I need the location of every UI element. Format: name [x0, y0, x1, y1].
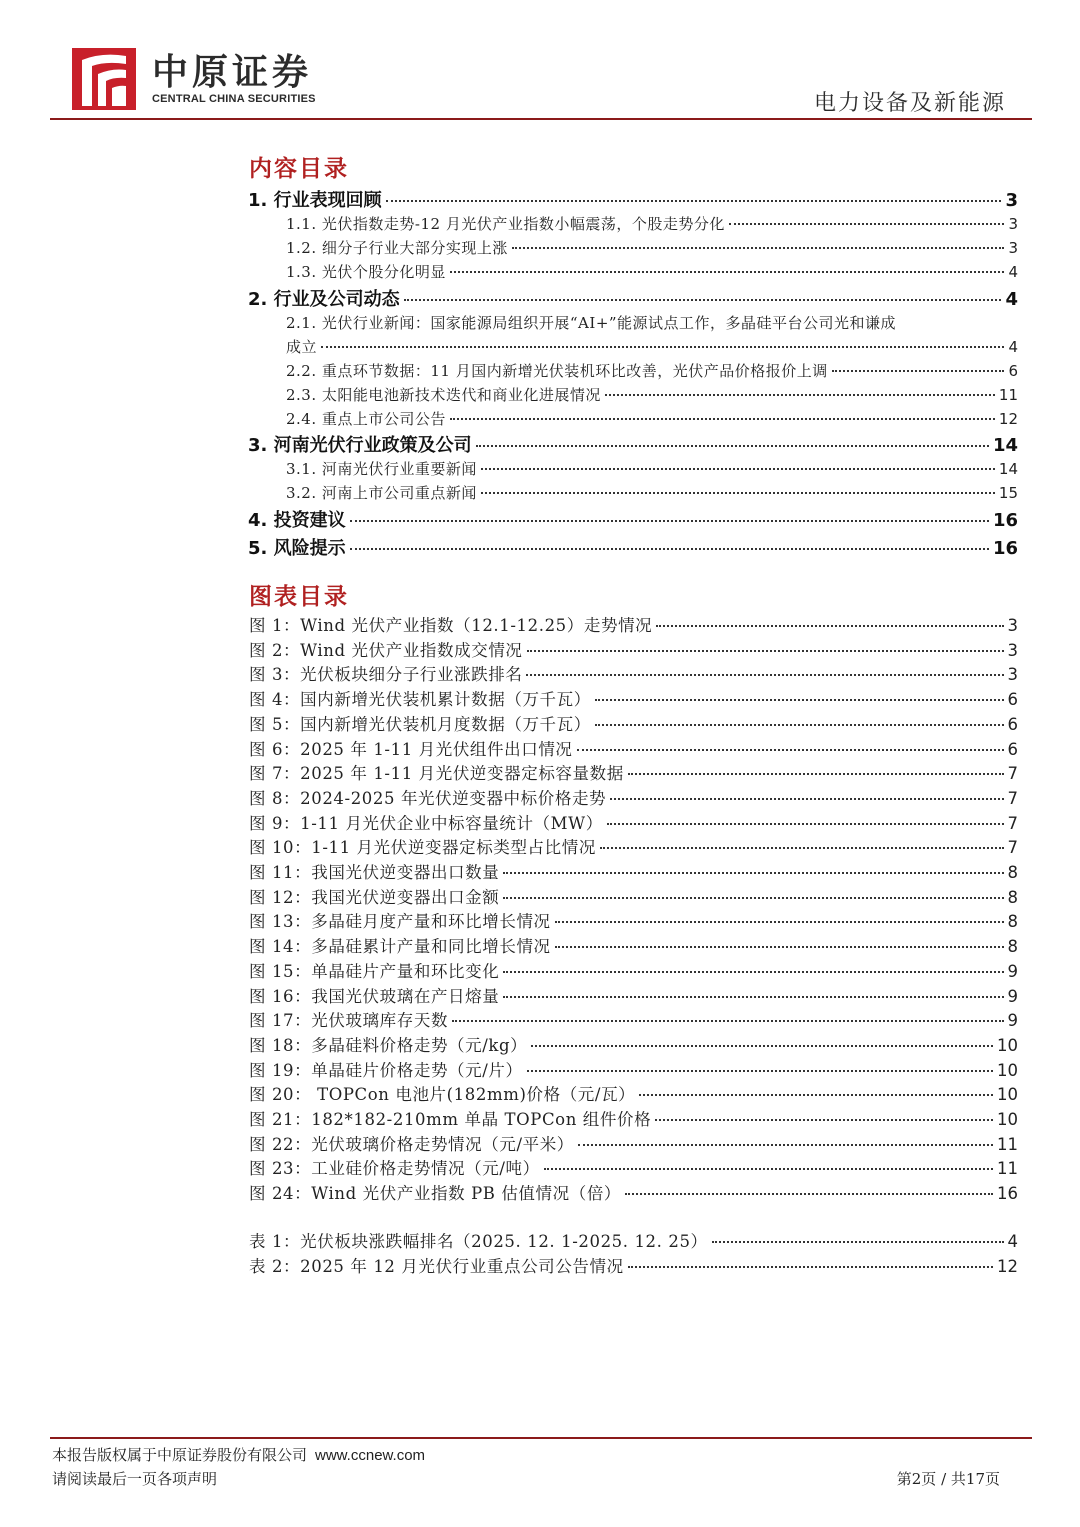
figure-entry[interactable] — [249, 834, 1018, 858]
figure-entry[interactable] — [249, 612, 1018, 636]
toc-entry[interactable] — [286, 384, 1018, 405]
figure-entry-page: 8 — [1007, 912, 1018, 932]
figure-entry[interactable] — [249, 810, 1018, 834]
figure-entry-title: 图 15：单晶硅片产量和环比变化 — [249, 961, 500, 981]
toc-entry-title: 2. 行业及公司动态 — [248, 289, 400, 310]
toc-entry-title: 5. 风险提示 — [248, 538, 346, 559]
toc-entry[interactable] — [286, 336, 1018, 357]
figure-entry[interactable] — [249, 637, 1018, 661]
figure-entry[interactable] — [249, 1180, 1018, 1204]
figure-entry-title: 图 12：我国光伏逆变器出口金额 — [249, 887, 500, 907]
dot-leader — [595, 699, 1004, 701]
toc-entry-page: 16 — [992, 510, 1018, 531]
toc-entry-title: 2.3. 太阳能电池新技术迭代和商业化进展情况 — [286, 386, 601, 404]
dot-leader — [450, 271, 1005, 273]
toc-entry[interactable] — [248, 506, 1018, 532]
toc-entry-page: 15 — [998, 484, 1018, 502]
figure-entry[interactable] — [249, 711, 1018, 735]
figure-entry-page: 7 — [1007, 813, 1018, 833]
figure-entry[interactable] — [249, 1057, 1018, 1081]
figure-entry[interactable] — [249, 785, 1018, 809]
toc-entry[interactable] — [248, 534, 1018, 560]
dot-leader — [503, 897, 1003, 899]
toc-entry-page: 11 — [998, 386, 1018, 404]
dot-leader — [577, 749, 1004, 751]
dot-leader — [544, 1168, 993, 1170]
dot-leader — [639, 1094, 993, 1096]
dot-leader — [450, 418, 995, 420]
page-header — [0, 0, 1080, 125]
figure-entry-title: 图 2：Wind 光伏产业指数成交情况 — [249, 640, 523, 660]
figure-entry-title: 图 20： TOPCon 电池片(182mm)价格（元/瓦） — [249, 1085, 636, 1105]
toc-entry-title: 3. 河南光伏行业政策及公司 — [248, 435, 472, 456]
dot-leader — [503, 971, 1003, 973]
figure-entry-page: 6 — [1007, 739, 1018, 759]
toc-entry-page: 4 — [1008, 338, 1018, 356]
toc-entry-title: 3.2. 河南上市公司重点新闻 — [286, 484, 477, 502]
company-logo-icon — [72, 48, 136, 110]
figure-entry[interactable] — [249, 983, 1018, 1007]
dot-leader — [832, 370, 1005, 372]
dot-leader — [628, 773, 1004, 775]
figure-entry-title: 图 3：光伏板块细分子行业涨跌排名 — [249, 665, 523, 685]
toc-entry-page: 16 — [992, 538, 1018, 559]
dot-leader — [404, 299, 1002, 301]
toc-entry[interactable] — [248, 285, 1018, 311]
figure-entry-title: 图 13：多晶硅月度产量和环比增长情况 — [249, 912, 551, 932]
toc-entry-page: 14 — [992, 435, 1018, 456]
figure-entry-title: 图 22：光伏玻璃价格走势情况（元/平米） — [249, 1134, 574, 1154]
figure-entry[interactable] — [249, 859, 1018, 883]
dot-leader — [625, 1193, 993, 1195]
toc-entry-page: 6 — [1008, 362, 1018, 380]
dot-leader — [526, 674, 1003, 676]
figure-entry[interactable] — [249, 1081, 1018, 1105]
figure-entry[interactable] — [249, 958, 1018, 982]
figure-entry[interactable] — [249, 1032, 1018, 1056]
table-entry[interactable] — [249, 1253, 1018, 1277]
table-entry-page: 12 — [997, 1257, 1018, 1276]
dot-leader — [712, 1241, 1004, 1243]
toc-entry-page: 3 — [1008, 239, 1018, 257]
toc-entry-title: 3.1. 河南光伏行业重要新闻 — [286, 460, 477, 478]
toc-heading: 内容目录 — [249, 155, 349, 182]
figure-entry-page: 10 — [997, 1110, 1018, 1129]
brand-name-en: CENTRAL CHINA SECURITIES — [152, 93, 316, 105]
dot-leader — [386, 200, 1002, 202]
figure-entry-page: 10 — [997, 1035, 1018, 1055]
website-link[interactable]: www.ccnew.com — [315, 1447, 426, 1464]
dot-leader — [350, 548, 989, 550]
figure-entry-page: 3 — [1007, 640, 1018, 660]
figure-entry-page: 10 — [997, 1085, 1018, 1105]
figure-entry-page: 6 — [1007, 714, 1018, 734]
table-entry[interactable] — [249, 1228, 1018, 1252]
dot-leader — [555, 946, 1004, 948]
figure-entry-page: 8 — [1007, 863, 1018, 882]
toc-entry-page: 14 — [998, 460, 1018, 478]
figure-entry-page: 3 — [1007, 665, 1018, 685]
figure-entry[interactable] — [249, 661, 1018, 685]
toc-entry[interactable] — [286, 458, 1018, 479]
toc-entry-title-continued: 成立 — [286, 338, 318, 356]
dot-leader — [527, 650, 1004, 652]
figure-entry-title: 图 24：Wind 光伏产业指数 PB 估值情况（倍） — [249, 1184, 622, 1204]
figure-entry-title: 图 14：多晶硅累计产量和同比增长情况 — [249, 937, 551, 957]
dot-leader — [605, 394, 995, 396]
figure-entry[interactable] — [249, 736, 1018, 760]
toc-entry-title: 2.2. 重点环节数据：11 月国内新增光伏装机环比改善，光伏产品价格报价上调 — [286, 362, 828, 380]
dot-leader — [595, 724, 1004, 726]
toc-entry[interactable] — [248, 431, 1018, 457]
dot-leader — [578, 1144, 993, 1146]
toc-entry[interactable] — [248, 186, 1018, 212]
toc-entry-title: 1.2. 细分子行业大部分实现上涨 — [286, 239, 508, 257]
toc-entry-title: 2.4. 重点上市公司公告 — [286, 410, 446, 428]
dot-leader — [512, 247, 1005, 249]
header-divider — [50, 118, 1032, 120]
dot-leader — [656, 625, 1003, 627]
dot-leader — [555, 921, 1004, 923]
figure-entry-page: 11 — [997, 1134, 1018, 1154]
dot-leader — [350, 520, 989, 522]
figure-entry[interactable] — [249, 760, 1018, 784]
footer-divider — [50, 1437, 1032, 1439]
dot-leader — [321, 346, 1004, 348]
figure-entry[interactable] — [249, 884, 1018, 908]
dot-leader — [503, 996, 1003, 998]
figure-entry-title: 图 18：多晶硅料价格走势（元/kg） — [249, 1035, 528, 1055]
dot-leader — [531, 1045, 993, 1047]
dot-leader — [503, 872, 1003, 874]
dot-leader — [452, 1020, 1003, 1022]
figures-heading: 图表目录 — [249, 583, 349, 610]
dot-leader — [628, 1266, 993, 1268]
figure-entry[interactable] — [249, 933, 1018, 957]
toc-entry-page: 4 — [1008, 263, 1018, 281]
dot-leader — [476, 445, 989, 447]
footer-disclaimer: 请阅读最后一页各项声明 — [52, 1470, 218, 1488]
figure-entry-page: 9 — [1007, 961, 1018, 981]
toc-entry-page: 12 — [998, 410, 1018, 428]
figure-entry-page: 7 — [1007, 764, 1018, 784]
figure-entry-title: 图 1：Wind 光伏产业指数（12.1-12.25）走势情况 — [249, 616, 653, 635]
toc-entry-title: 1. 行业表现回顾 — [248, 190, 382, 211]
toc-entry[interactable] — [286, 408, 1018, 429]
figure-entry-page: 3 — [1007, 616, 1018, 635]
figure-entry-title: 图 10：1-11 月光伏逆变器定标类型占比情况 — [249, 838, 596, 858]
figure-entry[interactable] — [249, 908, 1018, 932]
toc-entry-title: 1.3. 光伏个股分化明显 — [286, 263, 446, 281]
figure-entry-page: 7 — [1007, 788, 1018, 808]
figure-entry-title: 图 23：工业硅价格走势情况（元/吨） — [249, 1159, 540, 1179]
dot-leader — [527, 1070, 993, 1072]
table-entry-title: 表 2：2025 年 12 月光伏行业重点公司公告情况 — [249, 1257, 624, 1276]
figure-entry-title: 图 6：2025 年 1-11 月光伏组件出口情况 — [249, 739, 573, 759]
figure-entry-page: 10 — [997, 1060, 1018, 1080]
toc-entry-title: 1.1. 光伏指数走势-12 月光伏产业指数小幅震荡，个股走势分化 — [286, 215, 725, 233]
toc-entry-title[interactable]: 2.1. 光伏行业新闻：国家能源局组织开展“AI+”能源试点工作，多晶硅平台公司光和谦成 — [286, 314, 897, 332]
toc-entry[interactable] — [286, 213, 1018, 234]
figure-entry[interactable] — [249, 1155, 1018, 1179]
figure-entry[interactable] — [249, 686, 1018, 710]
dot-leader — [655, 1119, 993, 1121]
copyright-text: 本报告版权属于中原证券股份有限公司 — [52, 1446, 308, 1464]
toc-entry-page: 3 — [1005, 190, 1018, 211]
toc-entry-title: 4. 投资建议 — [248, 510, 346, 531]
figure-entry-title: 图 11：我国光伏逆变器出口数量 — [249, 863, 500, 882]
figure-entry-title: 图 16：我国光伏玻璃在产日熔量 — [249, 986, 500, 1006]
figure-entry[interactable] — [249, 1106, 1018, 1130]
dot-leader — [729, 223, 1005, 225]
toc-entry[interactable] — [286, 482, 1018, 503]
figure-entry-title: 图 17：光伏玻璃库存天数 — [249, 1011, 449, 1031]
figure-entry-page: 6 — [1007, 690, 1018, 710]
dot-leader — [481, 492, 995, 494]
dot-leader — [600, 847, 1004, 849]
figure-entry[interactable] — [249, 1007, 1018, 1031]
figure-entry-page: 16 — [997, 1184, 1018, 1204]
dot-leader — [610, 798, 1003, 800]
figure-entry-page: 7 — [1007, 838, 1018, 858]
figure-entry[interactable] — [249, 1131, 1018, 1155]
page-number: 第2页 / 共17页 — [896, 1470, 1000, 1488]
figure-entry-title: 图 7：2025 年 1-11 月光伏逆变器定标容量数据 — [249, 764, 624, 784]
report-section-title: 电力设备及新能源 — [813, 91, 1006, 116]
toc-entry-page: 3 — [1008, 215, 1018, 233]
toc-entry[interactable] — [286, 237, 1018, 258]
dot-leader — [481, 468, 995, 470]
table-entry-page: 4 — [1007, 1232, 1018, 1251]
toc-entry[interactable] — [286, 261, 1018, 282]
figure-entry-page: 9 — [1007, 986, 1018, 1006]
figure-entry-title: 图 4：国内新增光伏装机累计数据（万千瓦） — [249, 690, 591, 710]
table-entry-title: 表 1：光伏板块涨跌幅排名（2025. 12. 1-2025. 12. 25） — [249, 1232, 708, 1251]
figure-entry-page: 11 — [997, 1159, 1018, 1179]
figure-entry-title: 图 21：182*182-210mm 单晶 TOPCon 组件价格 — [249, 1110, 652, 1129]
dot-leader — [607, 823, 1004, 825]
toc-entry-page: 4 — [1005, 289, 1018, 310]
figure-entry-page: 8 — [1007, 887, 1018, 907]
footer-copyright — [52, 1444, 425, 1465]
toc-entry[interactable] — [286, 360, 1018, 381]
figure-entry-page: 9 — [1007, 1011, 1018, 1031]
figure-entry-title: 图 5：国内新增光伏装机月度数据（万千瓦） — [249, 714, 591, 734]
brand-name-cn: 中原证券 — [152, 51, 313, 93]
figure-entry-title: 图 9：1-11 月光伏企业中标容量统计（MW） — [249, 813, 603, 833]
figure-entry-title: 图 8：2024-2025 年光伏逆变器中标价格走势 — [249, 788, 607, 808]
figure-entry-page: 8 — [1007, 937, 1018, 957]
figure-entry-title: 图 19：单晶硅片价格走势（元/片） — [249, 1060, 523, 1080]
